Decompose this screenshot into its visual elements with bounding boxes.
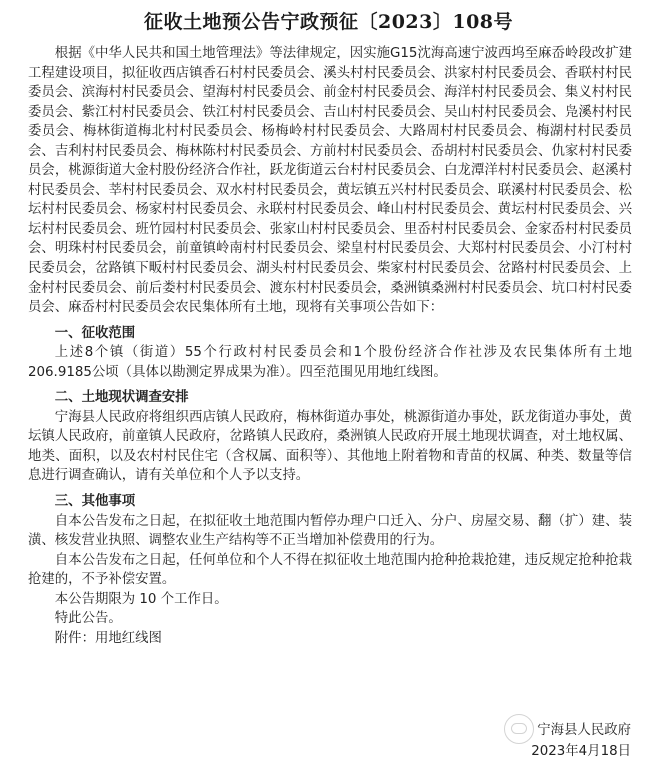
signature-block (531, 720, 631, 762)
wechat-logo-icon (504, 714, 534, 744)
intro-paragraph: 根据《中华人民共和国土地管理法》等法律规定，因实施G15沈海高速宁波西坞至麻岙岭段改扩建工程建设项目，拟征收西店镇香石村村民委员会、溪头村村民委员会、洪家村村民委员会、香联村村民委员会、滨海村村民委员会、望海村村民委员会、前金村村民委员会、海洋村村民委员会、集义村村民委员会、紫江村村民委员会、铁江村村民委员会、吉山村村民委员会、吴山村村民委员会、凫溪村村民委员会、梅林街道梅北村村民委员会、杨梅岭村村民委员会、大路周村村民委员会、梅湖村村民委员会、吉利村村民委员会、梅林陈村村民委员会、方前村村民委员会、岙胡村村民委员会、仇家村村民委员会，桃源街道大金村股份经济合作社，跃龙街道云台村村民委员会、白龙潭洋村村民委员会、赵溪村村民委员会、莘村村民委员会、双水村村民委员会，黄坛镇五兴村村民委员会、联溪村村民委员会、松坛村村民委员会、杨家村村民委员会、永联村村民委员会、峰山村村民委员会、黄坛村村民委员会、兴坛村村民委员会、班竹园村村民委员会、张家山村村民委员会、里岙村村民委员会、金家岙村村民委员会、明珠村村民委员会，前童镇岭南村村民委员会、梁皇村村民委员会、大郑村村民委员会、小汀村村民委员会，岔路镇下畈村村民委员会、湖头村村民委员会、柴家村村民委员会、岔路村村民委员会、上金村村民委员会、前后娄村村民委员会、渡东村村民委员会，桑洲镇桑洲村村民委员会、坑口村村民委员会、麻岙村村民委员会农民集体所有土地，现将有关事项公告如下： (28, 46, 632, 316)
notice-title: 征收土地预公告宁政预征〔2023〕108号 (143, 11, 514, 33)
section-paragraph: 本公告期限为 10 个工作日。 (54, 591, 228, 607)
signature-org: 宁海县人民政府 (537, 723, 631, 738)
section-heading-scope: 一、征收范围 (54, 325, 136, 341)
section-paragraph: 自本公告发布之日起，任何单位和个人不得在拟征收土地范围内抢种抢栽抢建，违反规定抢种抢栽抢建的，不予补偿安置。 (28, 552, 632, 588)
attachment-line: 附件：用地红线图 (54, 630, 162, 646)
section-paragraph: 特此公告。 (54, 611, 122, 627)
section-paragraph: 宁海县人民政府将组织西店镇人民政府，梅林街道办事处，桃源街道办事处，跃龙街道办事处，黄坛镇人民政府，前童镇人民政府，岔路镇人民政府，桑洲镇人民政府开展土地现状调查，对土地权属、地类、面积，以及农村村民住宅（含权属、面积等）、其他地上附着物和青苗的权属、种类、数量等信息进行调查确认，请有关单位和个人予以支持。 (28, 409, 632, 484)
section-heading-other: 三、其他事项 (54, 494, 136, 510)
signature-date: 2023年4月18日 (531, 744, 631, 759)
notice-body (28, 44, 632, 648)
section-heading-survey: 二、土地现状调查安排 (54, 390, 189, 406)
section-paragraph: 自本公告发布之日起，在拟征收土地范围内暂停办理户口迁入、分户、房屋交易、翻（扩）建、装潢、核发营业执照、调整农业生产结构等不正当增加补偿费用的行为。 (28, 513, 632, 549)
section-paragraph: 上述8个镇（街道）55个行政村村民委员会和1个股份经济合作社涉及农民集体所有土地206.9185公顷（具体以勘测定界成果为准）。四至范围见用地红线图。 (28, 345, 632, 380)
